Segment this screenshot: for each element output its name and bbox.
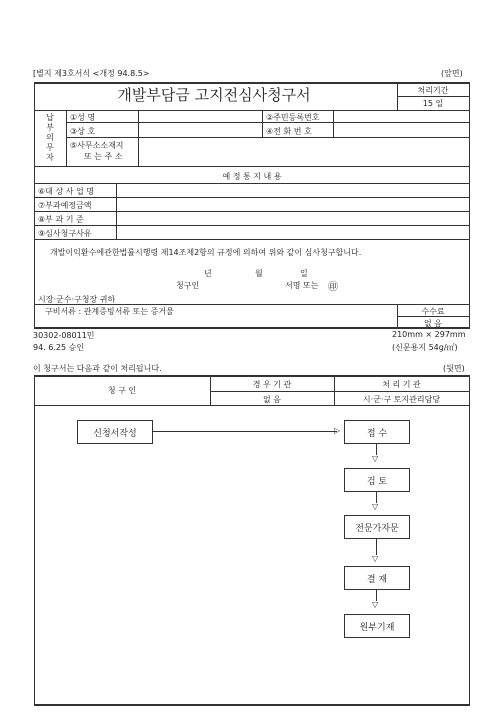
notice-header: 예 정 통 지 내 용 [222,172,282,181]
phone-label: ④전 화 번 호 [266,127,312,136]
back-side-label: (뒷면) [443,364,465,373]
back-intro: 이 청구서는 다음과 같이 처리됩니다. [33,364,162,373]
arrow-down-icon: ▽ [372,454,379,463]
levy-amount-label: ⑦부과예정금액 [38,201,92,210]
flow-step-review: 검 토 [344,468,410,492]
sign-or-label: 서명 또는 [285,281,319,290]
date-month: 월 [255,269,263,278]
declaration-text: 개발이익환수에관한법률시행령 제14조제2항의 규정에 의하여 위와 같이 심사청구합니다. [50,248,362,257]
col-applicant: 청 구 인 [107,386,137,395]
address-label-1: ⑤사무소소재지 [70,141,124,150]
review-reason-label: ⑨심사청구사유 [38,229,92,238]
applicant-sign-label: 청구인 [176,281,200,290]
flow-step-expert: 전문가자문 [344,515,410,539]
resident-number-label: ②주민등록번호 [266,113,320,122]
flow-step-approval: 결 재 [344,566,410,590]
col-via-agency: 경 우 기 관 [252,380,292,389]
flow-step-register: 원부기재 [344,614,410,638]
flow-step-receipt: 접 수 [344,420,410,444]
processor-value: 시·군·구 토지관리담당 [362,395,441,404]
fee-label: 수수료 [421,307,445,316]
form-title: 개발부담금 고지전심사청구서 [117,86,311,104]
flow-start-box: 신청서작성 [77,420,153,444]
name-label: ①성 명 [70,113,96,122]
address-label-2: 또 는 주 소 [84,152,123,161]
arrow-down-icon: ▽ [372,502,379,511]
levy-basis-label: ⑧부 과 기 준 [38,215,84,224]
date-year: 년 [204,269,212,278]
processing-period-label: 처리기간 [417,86,449,95]
paper-size: 210mm × 297mm [392,330,466,339]
paper-spec: (신문용지 54g/㎡) [392,343,458,352]
project-name-label: ⑥대 상 사 업 명 [38,187,94,196]
approval-date: 94. 6.25 승인 [33,343,85,352]
processing-period-value: 15 일 [422,99,444,108]
attachment-label: 구비서류 : 관계증빙서류 또는 증거물 [45,307,174,316]
taxpayer-group-label: 납 부 의 무 자 [46,113,54,162]
recipient: 시장·군수·구청장 귀하 [38,295,116,304]
via-agency-value: 없 음 [263,395,281,404]
date-day: 일 [300,269,308,278]
arrow-down-icon: ▽ [372,554,379,563]
col-processor: 처 리 기 관 [382,380,421,389]
fee-value: 없 음 [424,319,442,328]
form-reference: [별지 제3호서식 <개정 94.8.5> [33,69,150,78]
front-side-label: (앞면) [441,69,463,78]
arrow-down-icon: ▽ [372,600,379,609]
company-label: ③상 호 [70,127,96,136]
form-code: 30302-08011민 [33,331,95,340]
seal-mark: ㊞ [328,282,338,293]
form-right-border [469,82,470,328]
form-left-border [34,82,35,328]
arrow-right-icon: ▷ [334,426,341,435]
